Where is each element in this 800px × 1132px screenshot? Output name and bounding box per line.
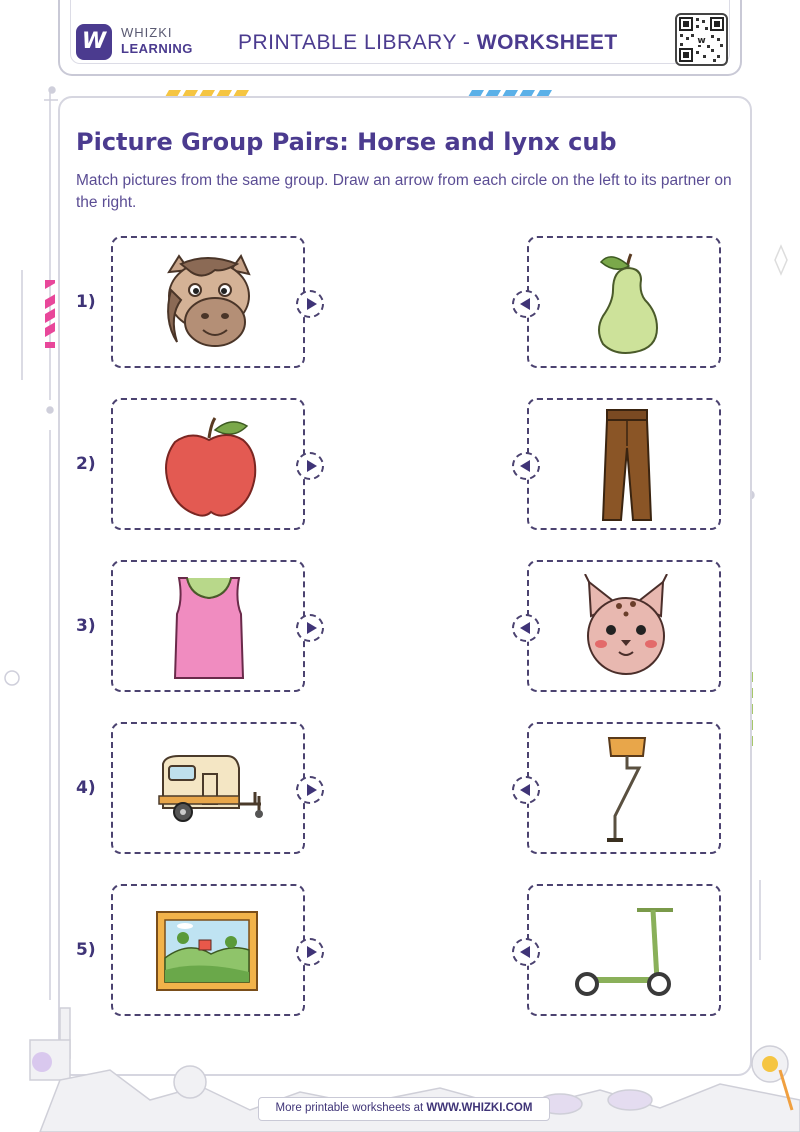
right-connector-circle[interactable] <box>512 290 540 318</box>
left-card <box>111 236 305 368</box>
footer-website-link[interactable] <box>258 1097 550 1121</box>
camper-trailer-icon <box>155 752 267 824</box>
left-card <box>111 398 305 530</box>
green-pear-icon <box>591 250 663 356</box>
framed-landscape-picture-icon <box>155 910 259 992</box>
red-apple-icon <box>161 412 259 520</box>
left-connector-circle[interactable] <box>296 290 324 318</box>
right-connector-circle[interactable] <box>512 776 540 804</box>
right-connector-circle[interactable] <box>512 614 540 642</box>
horse-face-icon <box>157 250 261 354</box>
svg-text:w: w <box>697 36 706 46</box>
right-card <box>527 722 721 854</box>
library-title-prefix: PRINTABLE LIBRARY - <box>238 31 477 54</box>
library-title-bold: WORKSHEET <box>476 31 618 54</box>
left-card <box>111 884 305 1016</box>
library-title <box>238 31 618 55</box>
worksheet-instructions: Match pictures from the same group. Draw an arrow from each circle on the left to its partner on the right. <box>76 172 732 211</box>
right-card <box>527 560 721 692</box>
footer-prefix: More printable worksheets at <box>275 1102 427 1114</box>
item-number: 5) <box>76 940 96 960</box>
kick-scooter-icon <box>573 906 683 998</box>
whizki-logo-icon: W <box>76 24 112 60</box>
left-connector-circle[interactable] <box>296 938 324 966</box>
item-number: 4) <box>76 778 96 798</box>
right-connector-circle[interactable] <box>512 938 540 966</box>
footer-site: WWW.WHIZKI.COM <box>426 1102 533 1114</box>
pink-stripe-decoration <box>45 280 55 348</box>
lynx-cub-face-icon <box>581 574 671 682</box>
left-card <box>111 722 305 854</box>
right-card <box>527 884 721 1016</box>
yellow-stripe-decoration <box>167 82 252 92</box>
item-number: 2) <box>76 454 96 474</box>
blue-stripe-decoration <box>470 82 555 92</box>
left-connector-circle[interactable] <box>296 776 324 804</box>
right-card <box>527 398 721 530</box>
right-connector-circle[interactable] <box>512 452 540 480</box>
worksheet-title: Picture Group Pairs: Horse and lynx cub <box>76 128 617 156</box>
item-number: 3) <box>76 616 96 636</box>
brand-name: WHIZKI <box>121 25 173 40</box>
left-card <box>111 560 305 692</box>
floor-lamp-icon <box>599 734 655 846</box>
left-connector-circle[interactable] <box>296 452 324 480</box>
brand-subtitle: LEARNING <box>121 41 193 56</box>
right-card <box>527 236 721 368</box>
brown-trousers-icon <box>599 408 655 524</box>
item-number: 1) <box>76 292 96 312</box>
left-connector-circle[interactable] <box>296 614 324 642</box>
qr-code-icon[interactable] <box>675 13 728 66</box>
pink-tank-top-icon <box>169 574 249 682</box>
